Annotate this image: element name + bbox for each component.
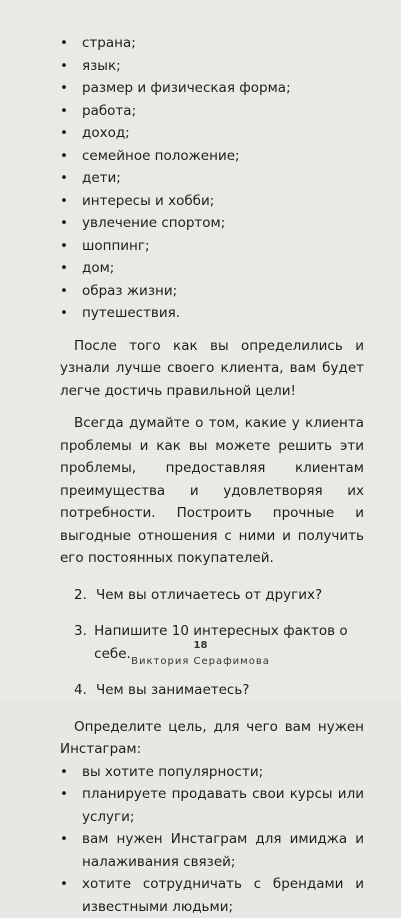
bullet-icon: • [60, 873, 68, 896]
instagram-goals-list [60, 761, 364, 918]
list-item: • путешествия. [60, 302, 364, 325]
bullet-icon: • [60, 55, 68, 78]
item-text: Чем вы занимаетесь? [96, 679, 249, 702]
bullet-icon: • [60, 257, 68, 280]
item-text: Напишите 10 интересных фактов о себе. [94, 620, 364, 665]
bullet-icon: • [60, 32, 68, 55]
list-item: • дом; [60, 257, 364, 280]
bullet-icon: • [60, 190, 68, 213]
paragraph: Определите цель, для чего вам нужен Инстаграм: [60, 716, 364, 761]
list-item: • размер и физическая форма; [60, 77, 364, 100]
list-item: • шоппинг; [60, 235, 364, 258]
list-item: • язык; [60, 55, 364, 78]
page-number: 18 [0, 640, 401, 651]
bullet-icon: • [60, 235, 68, 258]
item-number: 3. [74, 620, 94, 665]
list-item: • дети; [60, 167, 364, 190]
numbered-item [60, 679, 364, 702]
item-number: 4. [74, 679, 96, 702]
bullet-icon: • [60, 783, 68, 806]
bullet-icon: • [60, 100, 68, 123]
bullet-icon: • [60, 212, 68, 235]
list-item: • вам нужен Инстаграм для имиджа и налаживания связей; [60, 828, 364, 873]
list-item: • хотите сотрудничать с брендами и известными людьми; [60, 873, 364, 918]
list-item: • доход; [60, 122, 364, 145]
item-number: 2. [74, 584, 96, 607]
page-content [60, 32, 364, 918]
bullet-icon: • [60, 122, 68, 145]
list-item: • планируете продавать свои курсы или услуги; [60, 783, 364, 828]
bullet-icon: • [60, 302, 68, 325]
list-item: • интересы и хобби; [60, 190, 364, 213]
bullet-icon: • [60, 145, 68, 168]
bullet-icon: • [60, 167, 68, 190]
bullet-icon: • [60, 280, 68, 303]
bullet-icon: • [60, 77, 68, 100]
list-item: • семейное положение; [60, 145, 364, 168]
bullet-icon: • [60, 761, 68, 784]
running-footer-author: Виктория Серафимова [0, 656, 401, 667]
list-item: • образ жизни; [60, 280, 364, 303]
list-item: • увлечение спортом; [60, 212, 364, 235]
numbered-item [60, 584, 364, 607]
bullet-icon: • [60, 828, 68, 851]
paragraph: Всегда думайте о том, какие у клиента проблемы и как вы можете решить эти проблемы, предоставляя клиентам преимущества и удовлетворяя их потребности. Построить прочные и выгодные отношения с ними и получить его постоянных покупателей. [60, 412, 364, 570]
item-text: Чем вы отличаетесь от других? [96, 584, 322, 607]
profile-criteria-list [60, 32, 364, 325]
list-item: • работа; [60, 100, 364, 123]
list-item: • вы хотите популярности; [60, 761, 364, 784]
list-item: • страна; [60, 32, 364, 55]
paragraph: После того как вы определились и узнали лучше своего клиента, вам будет легче достичь правильной цели! [60, 335, 364, 403]
